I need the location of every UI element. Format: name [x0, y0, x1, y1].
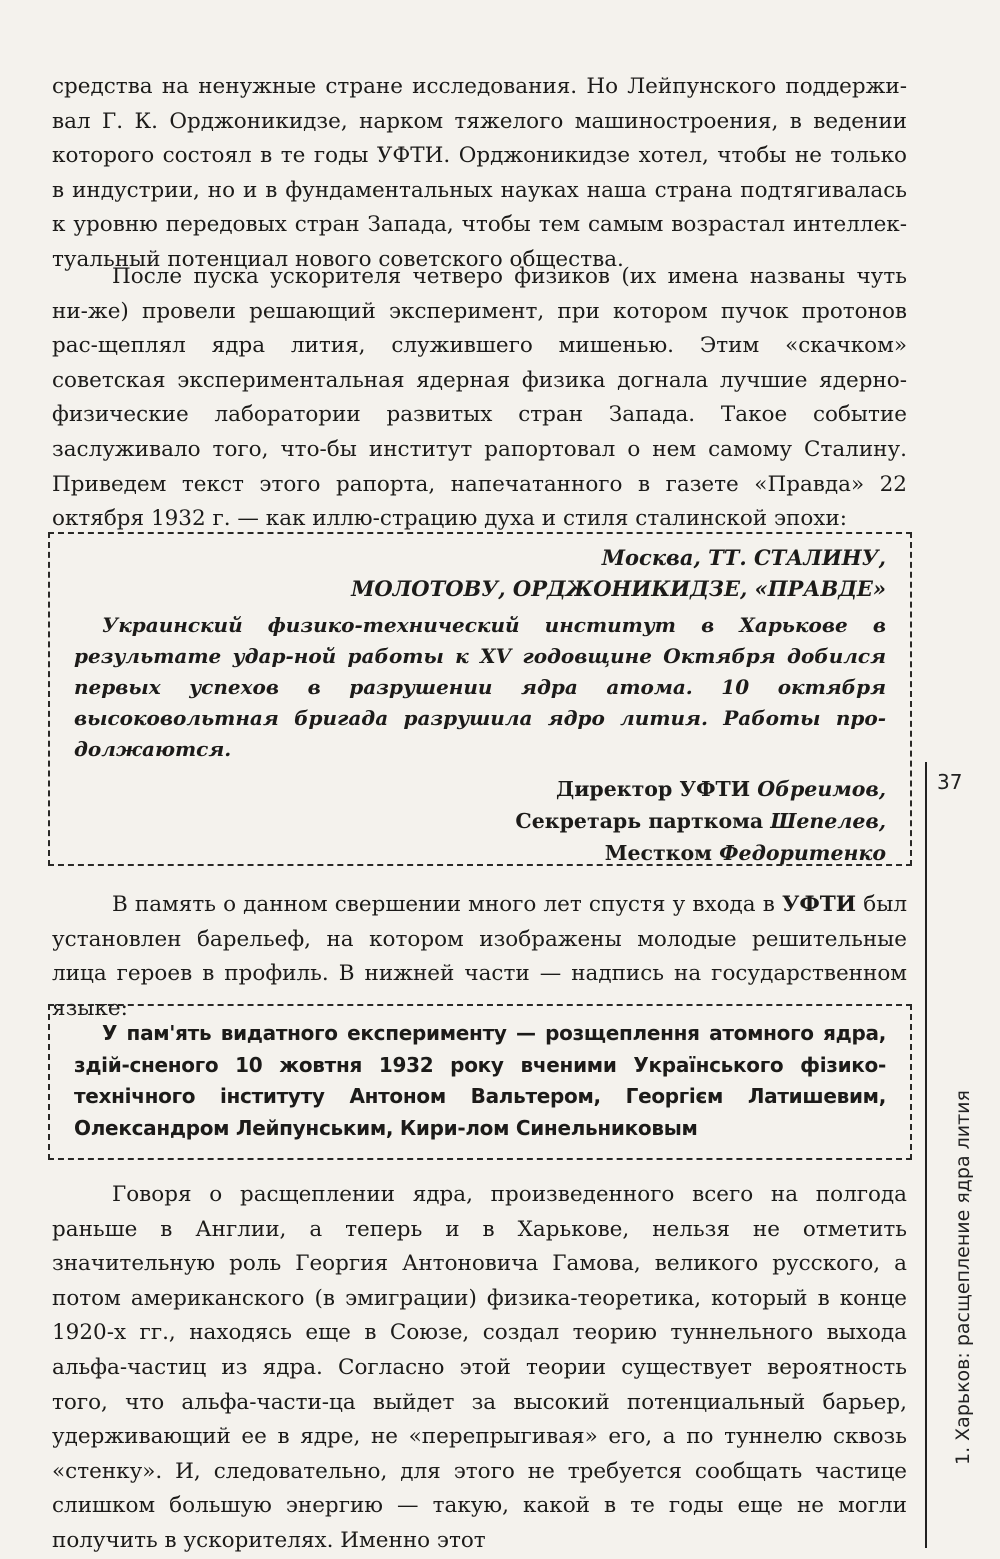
- paragraph-4: Говоря о расщеплении ядра, произведенного всего на полгода раньше в Англии, а теперь и в Харькове, нельзя не отметить значительную роль Георгия Антоновича Гамова, великого русского, а потом американского (в эмиграции) физика-теоретика, который в конце 1920-х гг., находясь еще в Союзе, создал теорию туннельного выхода альфа-частиц из ядра. Согласно этой теории существует вероятность того, что альфа-части-ца выйдет за высокий потенциальный барьер, удерживающий ее в ядре, не «перепрыгивая» его, а по туннелю сквозь «стенку». И, следовательно, для этого не требуется сообщать частице слишком большую энергию — такую, какой в те годы еще не могли получить в ускорителях. Именно этот: [52, 1182, 907, 1553]
- telegram-body: Украинский физико-технический институт в Харькове в результате удар-ной работы к XV годовщине Октября добился первых успехов в разрушении ядра атома. 10 октября высоковольтная бригада разрушила ядро лития. Работы про-должаются.: [74, 613, 886, 761]
- margin-rule: [925, 762, 927, 1548]
- paragraph-2: После пуска ускорителя четверо физиков (их имена названы чуть ни-же) провели решающий эксперимент, при котором пучок протонов рас-щеплял ядра лития, служившего мишенью. Этим «скачком» советская экспериментальная ядерная физика догнала лучшие ядерно-физические лаборатории развитых стран Запада. Такое событие заслуживало того, что-бы институт рапортовал о нем самому Сталину. Приведем текст этого рапорта, напечатанного в газете «Правда» 22 октября 1932 г. — как иллю-страцию духа и стиля сталинской эпохи:: [52, 264, 907, 532]
- paragraph-1: средства на ненужные стране исследования. Но Лейпунского поддержи-вал Г. К. Орджоникидзе, нарком тяжелого машиностроения, в ведении которого состоял в те годы УФТИ. Орджоникидзе хотел, чтобы не только в индустрии, но и в фундаментальных науках наша страна подтягивалась к уровню передовых стран Запада, чтобы тем самым возрастал интеллек-туальный потенциал нового советского общества.: [52, 74, 907, 272]
- inscription-text: У пам'ять видатного експерименту — розщеплення атомного ядра, здій-сненого 10 жовтня 1932 року вченими Українського фізико-технічного інституту Антоном Вальтером, Георгієм Латишевим, Олександром Лейпунським, Кири-лом Синельниковым: [74, 1021, 886, 1140]
- telegram-signatures: [74, 773, 886, 869]
- paragraph-3: В память о данном свершении много лет спустя у входа в УФТИ был установлен барельеф, на котором изображены молодые решительные лица героев в профиль. В нижней части — надпись на государственном языке:: [52, 892, 907, 1021]
- inscription-box: [48, 1004, 912, 1160]
- signature-party-secretary: Секретарь парткома Шепелев,: [515, 809, 886, 833]
- page-number: 37: [937, 770, 963, 794]
- telegram-address-line-1: Москва, ТТ. СТАЛИНУ,: [601, 545, 886, 570]
- signature-director: Директор УФТИ Обреимов,: [555, 777, 886, 801]
- telegram-address-line-2: МОЛОТОВУ, ОРДЖОНИКИДЗЕ, «ПРАВДЕ»: [351, 576, 886, 601]
- running-head: 1. Харьков: расщепление ядра лития: [952, 1090, 974, 1465]
- telegram-box: [48, 532, 912, 866]
- signature-union-committee: Местком Федоритенко: [604, 841, 886, 865]
